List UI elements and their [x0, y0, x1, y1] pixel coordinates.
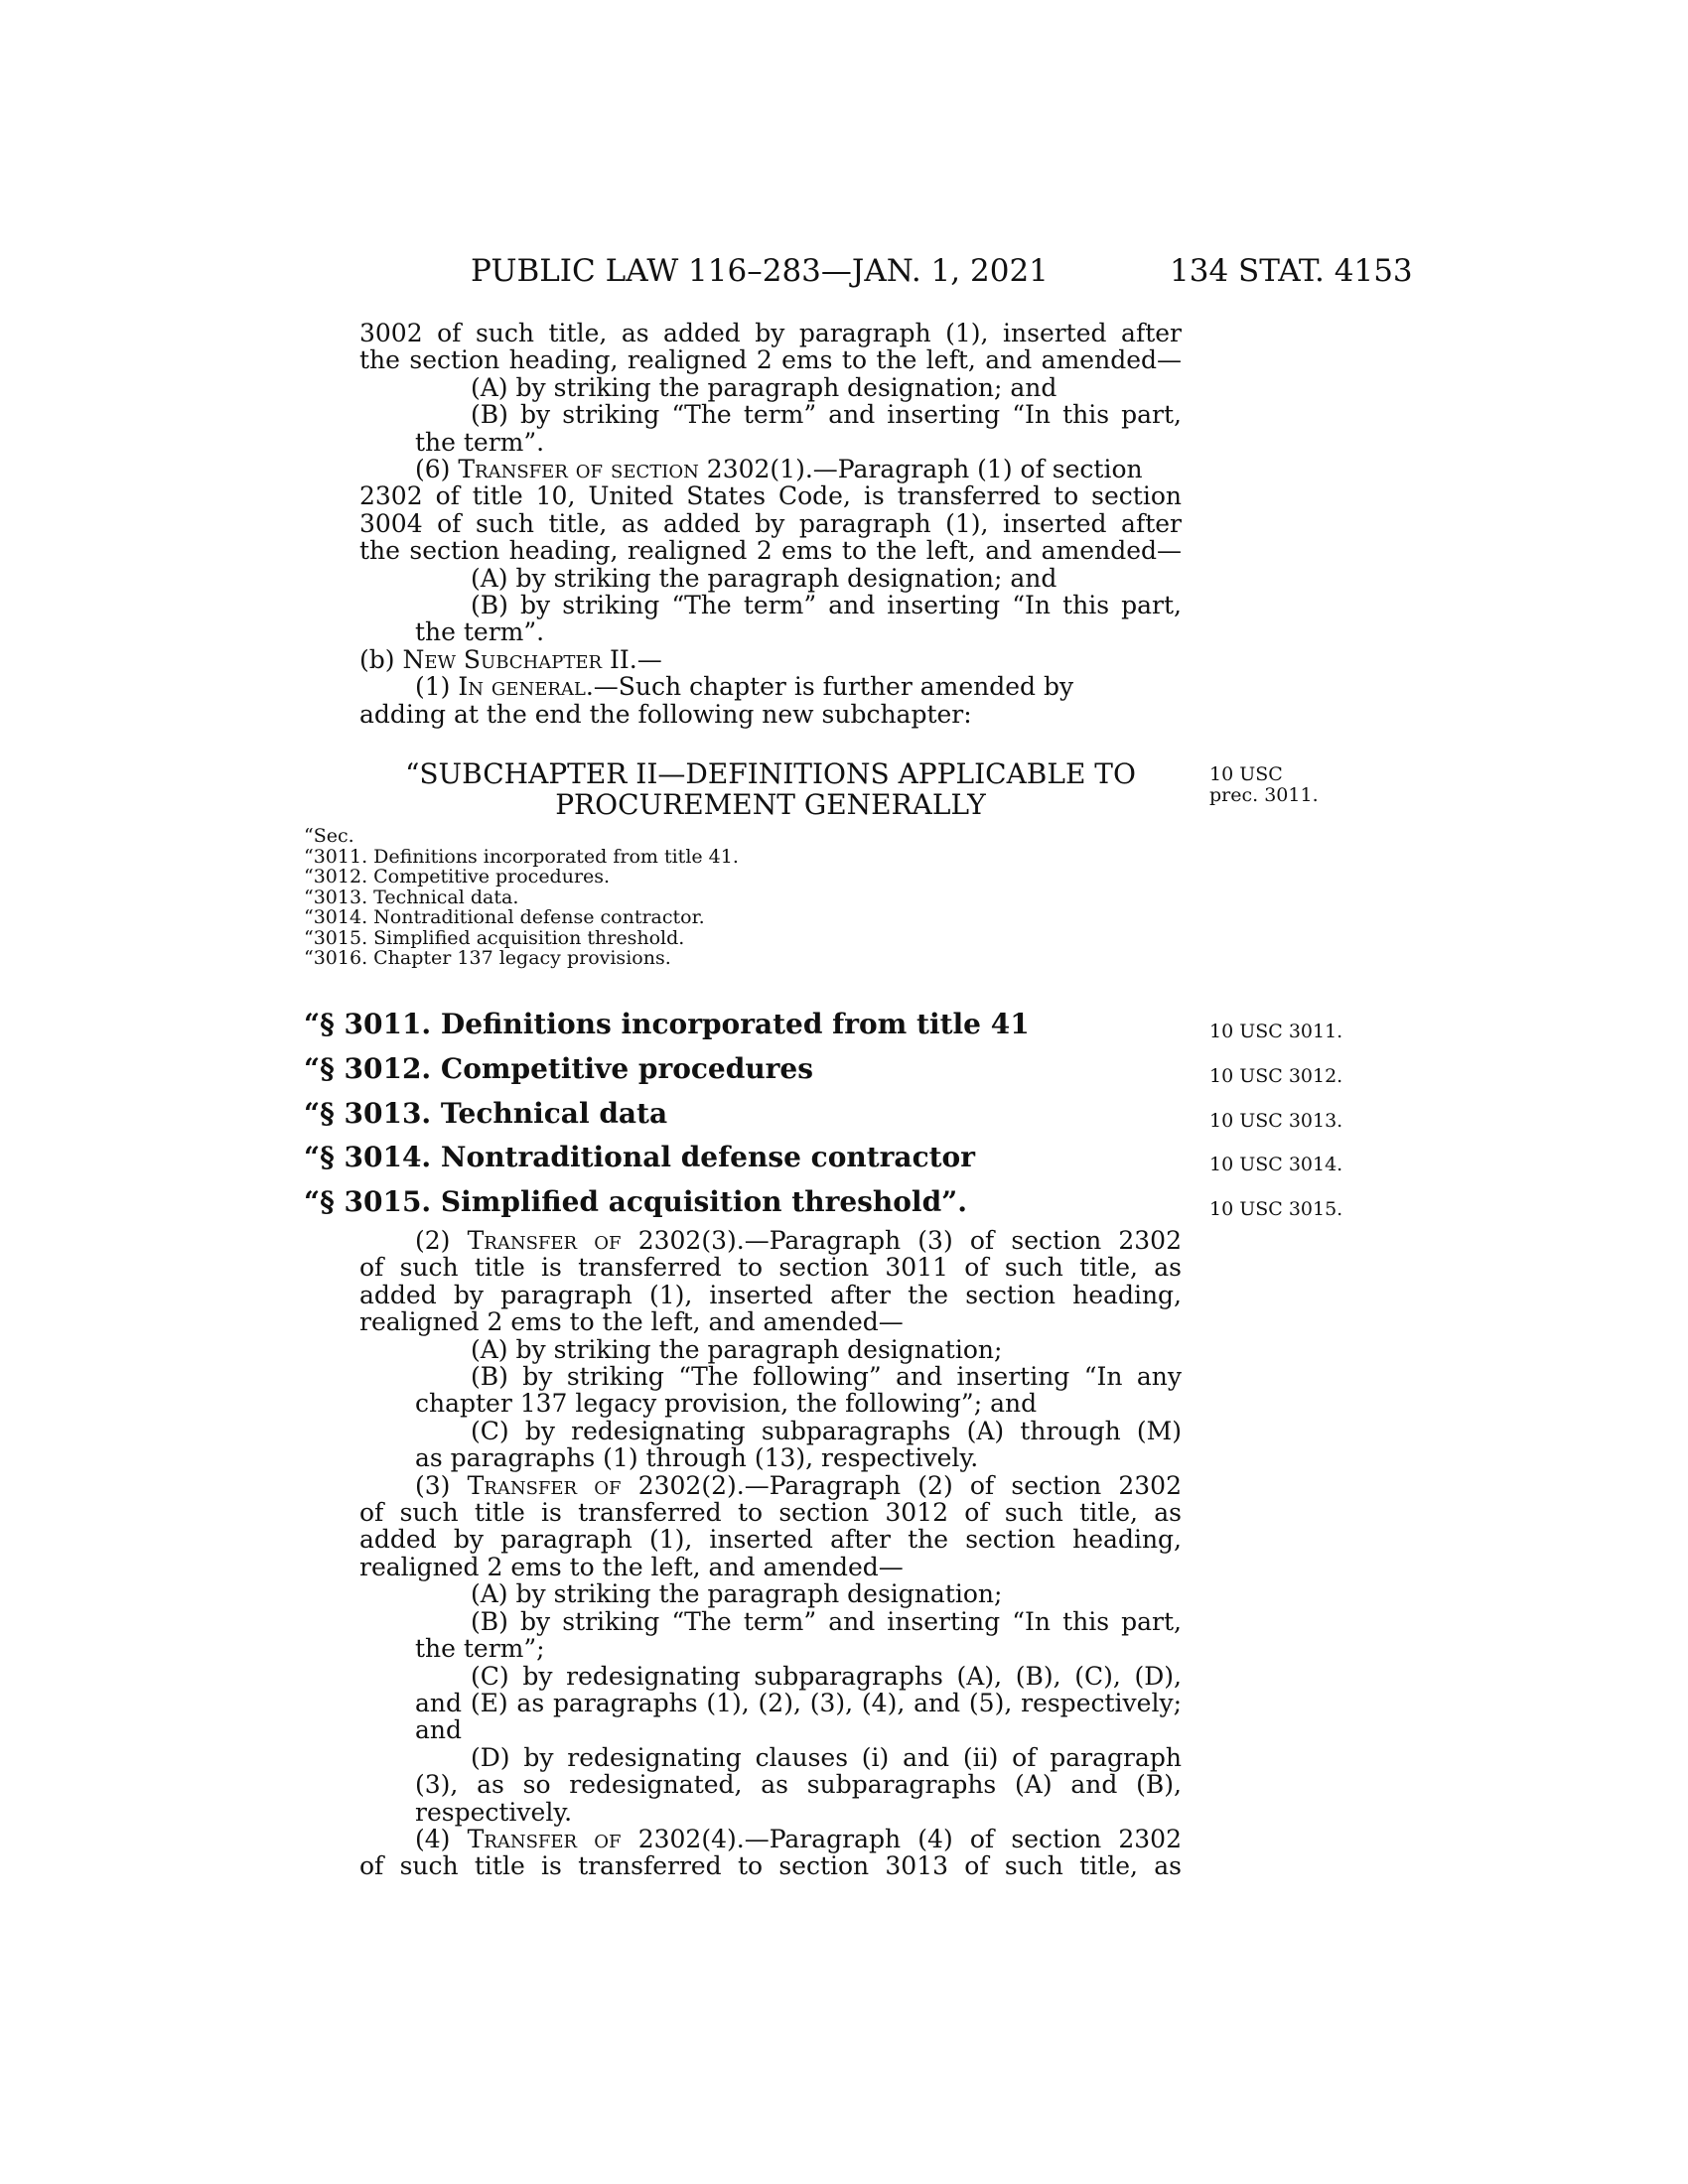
body-text-top: [359, 320, 1182, 728]
text-line: (B) by striking “The term” and inserting “In this part,: [471, 591, 1182, 620]
section-heading: “§ 3015. Simplified acquisition threshold”.: [304, 1185, 967, 1219]
text-line: realigned 2 ems to the left, and amended—: [359, 1552, 904, 1581]
paragraph-3-lead: (3) Transfer of 2302(2).—Paragraph (2) of section 2302: [415, 1470, 1182, 1500]
text-line: adding at the end the following new subchapter:: [359, 699, 972, 729]
section-margin-note: 10 USC 3013.: [1209, 1110, 1343, 1132]
section-heading: “§ 3012. Competitive procedures: [304, 1051, 814, 1085]
toc-line: “3016. Chapter 137 legacy provisions.: [304, 947, 671, 969]
toc-line: “Sec.: [304, 825, 354, 847]
toc-line: “3014. Nontraditional defense contractor.: [304, 906, 705, 928]
section-margin-note: 10 USC 3014.: [1209, 1154, 1343, 1175]
toc-line: “3012. Competitive procedures.: [304, 866, 611, 887]
text-line: added by paragraph (1), inserted after the section heading,: [359, 1525, 1182, 1555]
toc-line: “3011. Definitions incorporated from title 41.: [304, 845, 739, 868]
section-heading: “§ 3013. Technical data: [304, 1096, 668, 1130]
text-line: (3), as so redesignated, as subparagraphs (A) and (B),: [415, 1770, 1182, 1800]
text-line: of such title is transferred to section 3013 of such title, as: [359, 1851, 1182, 1881]
paragraph-heading: In general.: [458, 672, 594, 702]
section-headings: [304, 1008, 1030, 1233]
text-line: (B) by striking “The term” and inserting “In this part,: [471, 400, 1182, 430]
text-line: respectively.: [415, 1797, 573, 1827]
subchapter-heading: “SUBCHAPTER II—DEFINITIONS APPLICABLE TO PROCUREMENT GENERALLY: [405, 757, 1136, 821]
text-line: the term”.: [415, 617, 545, 647]
paragraph-heading: Transfer of 2302(4).: [467, 1824, 745, 1853]
paragraph-2-lead: (2) Transfer of 2302(3).—Paragraph (3) of section 2302: [415, 1226, 1182, 1255]
text-line: (B) by striking “The term” and inserting “In this part,: [471, 1606, 1182, 1636]
paragraph-heading: Transfer of section 2302(1).: [458, 455, 813, 484]
text-line: (A) by striking the paragraph designation;: [471, 1334, 1003, 1364]
text-line: the section heading, realigned 2 ems to the left, and amended—: [359, 345, 1182, 375]
section-heading: “§ 3014. Nontraditional defense contractor: [304, 1141, 975, 1174]
page-number: 134 STAT. 4153: [1170, 253, 1413, 289]
subsection-b-lead: (b) New Subchapter II.—: [359, 644, 662, 674]
paragraph-1-lead: (1) In general.—Such chapter is further amended by: [415, 672, 1074, 702]
subchapter-margin-note: 10 USC prec. 3011.: [1209, 763, 1319, 806]
body-text-bottom: [359, 1227, 1182, 1880]
section-margin-note: 10 USC 3015.: [1209, 1198, 1343, 1220]
paragraph-6-lead: (6) Transfer of section 2302(1).—Paragraph (1) of section: [415, 455, 1143, 484]
toc-line: “3015. Simplified acquisition threshold.: [304, 926, 685, 949]
section-margin-note: 10 USC 3011.: [1209, 1021, 1343, 1042]
text-line: (C) by redesignating subparagraphs (A) through (M): [471, 1416, 1182, 1445]
text-line: the term”;: [415, 1634, 545, 1664]
paragraph-heading: Transfer of 2302(2).: [467, 1470, 745, 1500]
text-line: realigned 2 ems to the left, and amended—: [359, 1307, 904, 1337]
toc-line: “3013. Technical data.: [304, 886, 519, 908]
paragraph-4-lead: (4) Transfer of 2302(4).—Paragraph (4) of section 2302: [415, 1824, 1182, 1853]
running-header-title: PUBLIC LAW 116–283—JAN. 1, 2021: [471, 253, 1049, 289]
text-line: 2302 of title 10, United States Code, is transferred to section: [359, 481, 1182, 511]
section-margin-note: 10 USC 3012.: [1209, 1065, 1343, 1087]
text-line: (A) by striking the paragraph designation; and: [471, 372, 1057, 402]
text-line: (A) by striking the paragraph designation; and: [471, 563, 1057, 593]
section-heading: “§ 3011. Definitions incorporated from title 41: [304, 1008, 1030, 1040]
text-line: 3004 of such title, as added by paragraph (1), inserted after: [359, 508, 1182, 538]
text-line: the term”.: [415, 427, 545, 457]
text-line: chapter 137 legacy provision, the following”; and: [415, 1389, 1038, 1419]
text-line: (C) by redesignating subparagraphs (A), (B), (C), (D),: [471, 1661, 1182, 1691]
text-line: (A) by striking the paragraph designation;: [471, 1579, 1003, 1609]
subsection-heading: New Subchapter II.: [402, 644, 637, 674]
text-line: and: [415, 1715, 463, 1745]
text-line: 3002 of such title, as added by paragraph (1), inserted after: [359, 319, 1182, 347]
text-line: as paragraphs (1) through (13), respectively.: [415, 1443, 979, 1473]
text-line: (D) by redesignating clauses (i) and (ii) of paragraph: [471, 1742, 1182, 1772]
text-line: (B) by striking “The following” and inserting “In any: [471, 1362, 1182, 1392]
text-line: added by paragraph (1), inserted after the section heading,: [359, 1280, 1182, 1309]
text-line: of such title is transferred to section 3011 of such title, as: [359, 1253, 1182, 1283]
text-line: and (E) as paragraphs (1), (2), (3), (4), and (5), respectively;: [415, 1688, 1182, 1717]
paragraph-heading: Transfer of 2302(3).: [467, 1226, 745, 1255]
text-line: the section heading, realigned 2 ems to the left, and amended—: [359, 536, 1182, 566]
table-of-sections: [304, 826, 739, 969]
text-line: of such title is transferred to section 3012 of such title, as: [359, 1498, 1182, 1528]
